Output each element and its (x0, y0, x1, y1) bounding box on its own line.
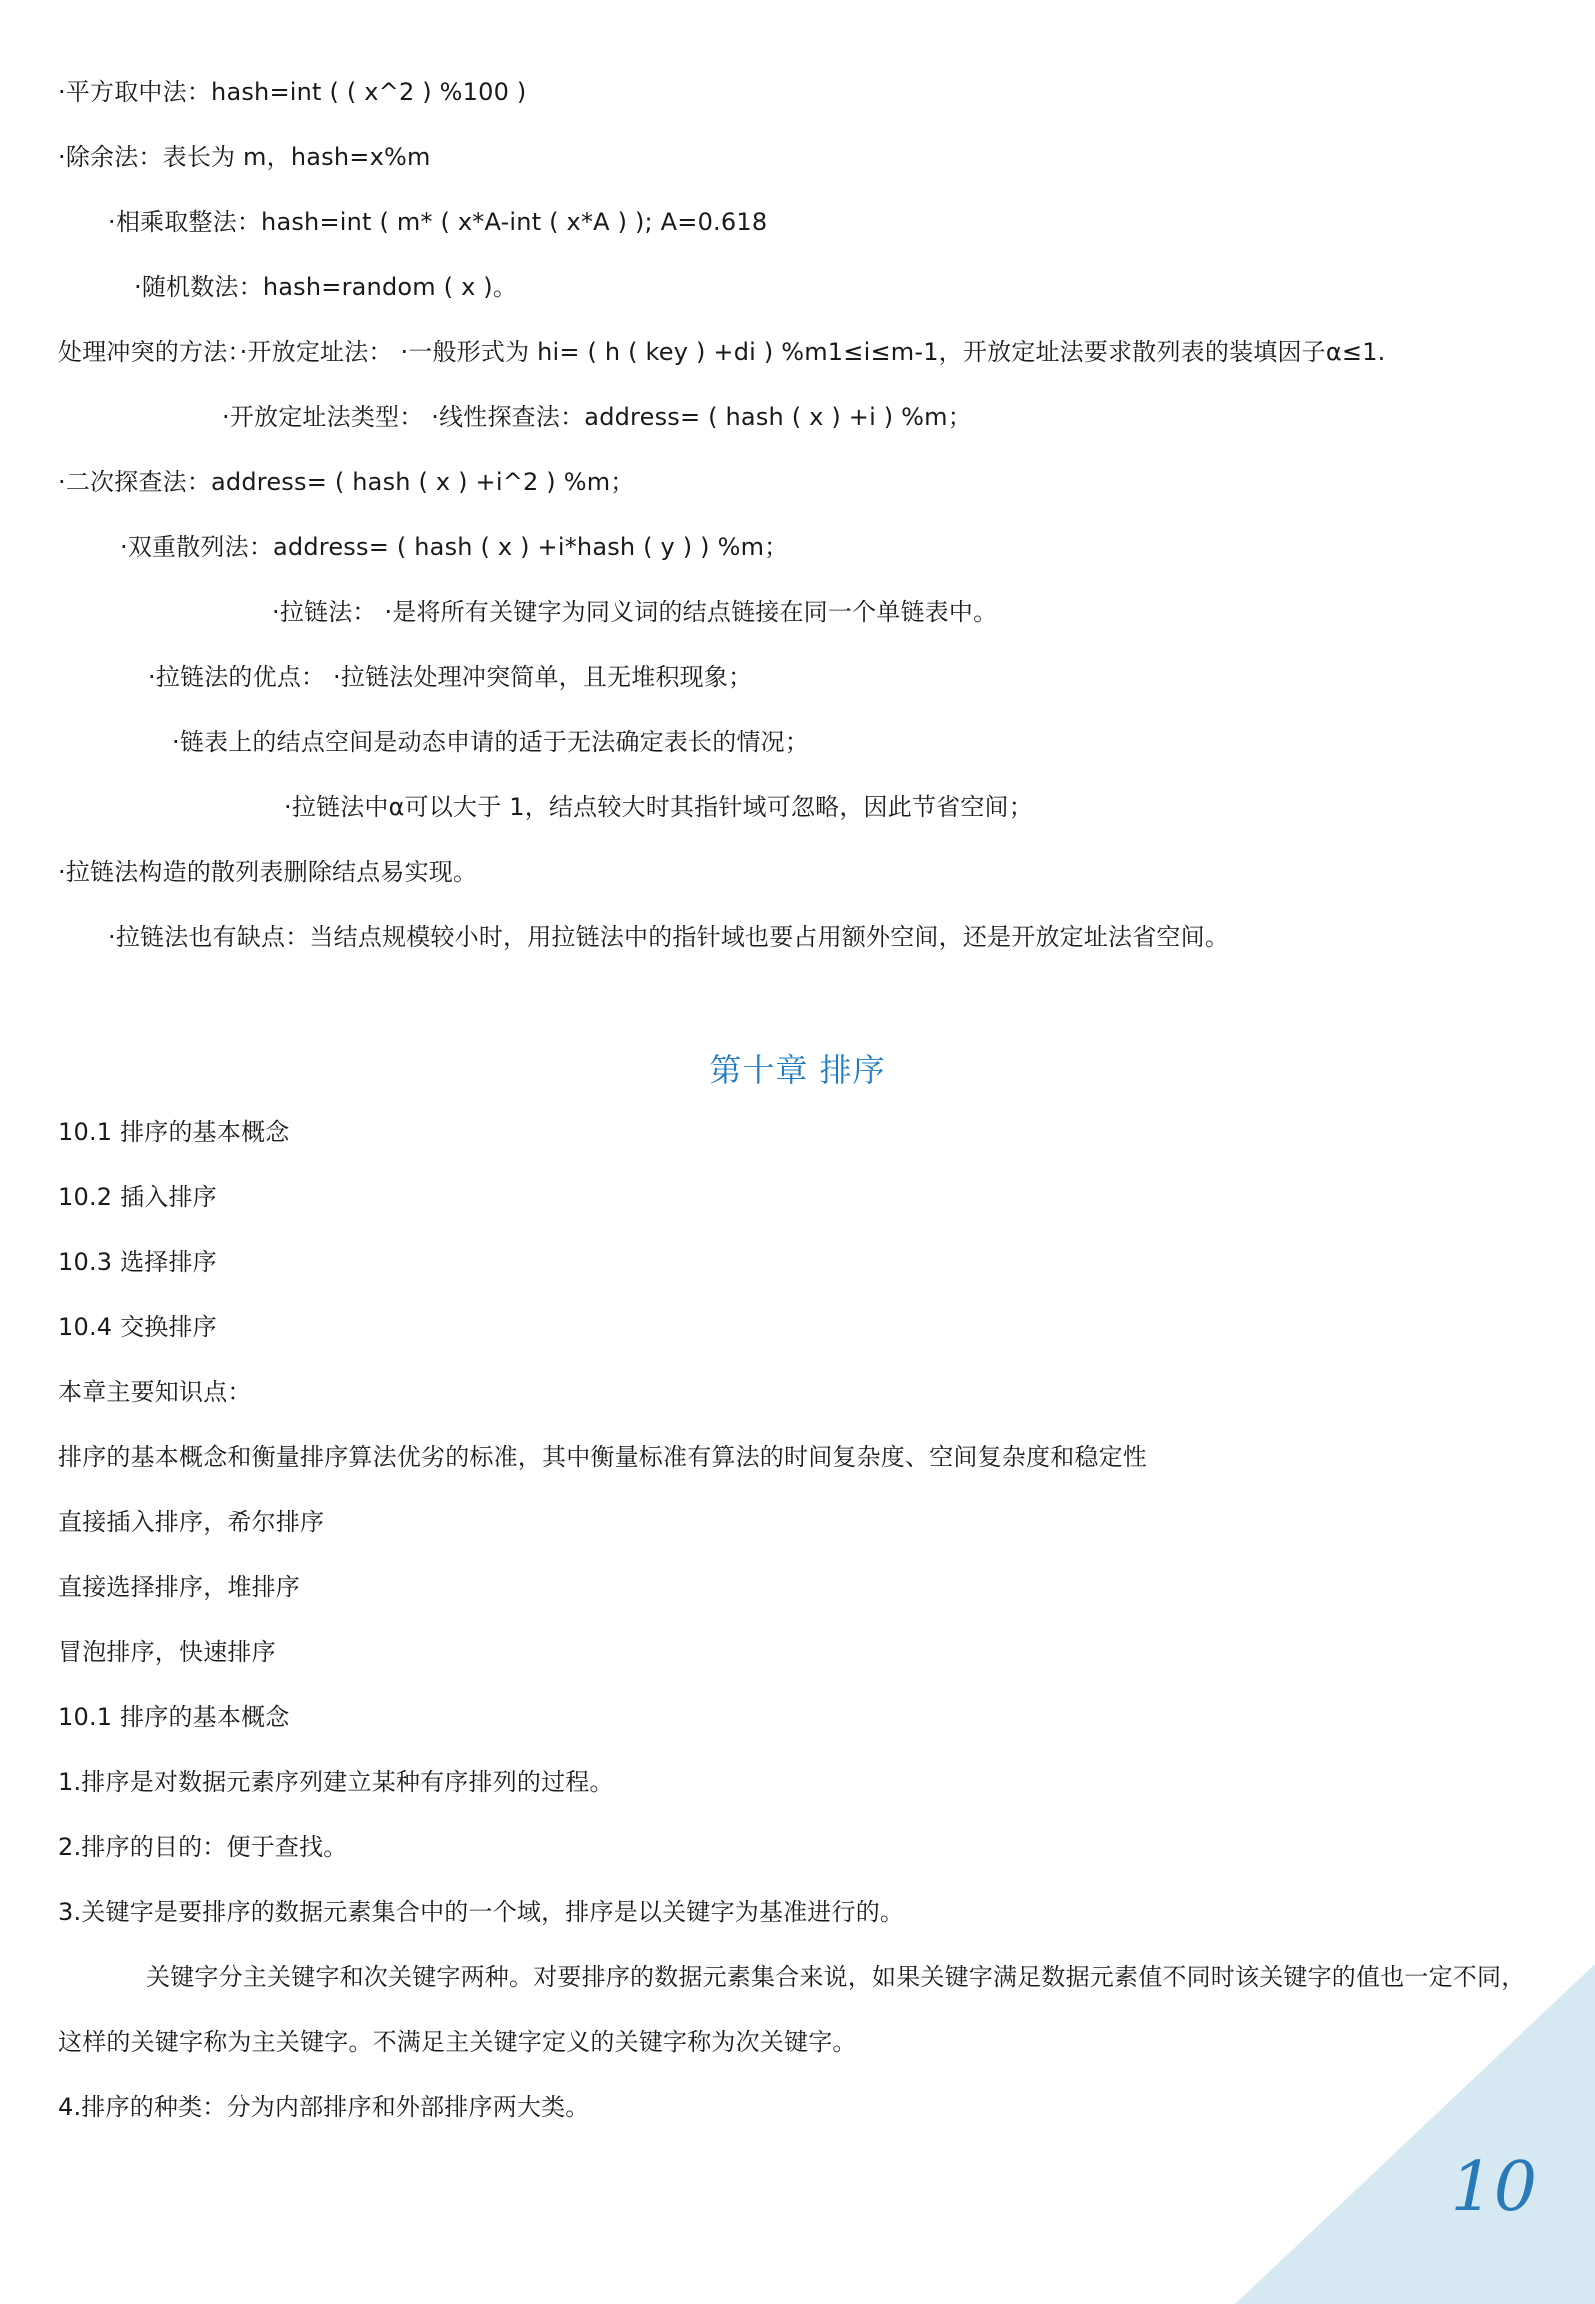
text-line: ·相乘取整法：hash=int ( m* ( x*A-int ( x*A ) ); A=0.618 (108, 208, 768, 236)
text-line: ·拉链法构造的散列表删除结点易实现。 (58, 858, 478, 886)
text-line: ·拉链法： ·是将所有关键字为同义词的结点链接在同一个单链表中。 (272, 598, 998, 626)
page-number: 10 (1450, 2148, 1537, 2227)
text-line: ·双重散列法：address= ( hash ( x ) +i*hash ( y ) ) %m； (120, 533, 789, 561)
text-line: 3.关键字是要排序的数据元素集合中的一个域，排序是以关键字为基准进行的。 (58, 1898, 905, 1926)
text-line: ·拉链法也有缺点：当结点规模较小时，用拉链法中的指针域也要占用额外空间，还是开放定址法省空间。 (108, 923, 1230, 951)
text-line: ·随机数法：hash=random ( x )。 (134, 273, 518, 301)
text-line: 直接插入排序，希尔排序 (58, 1508, 325, 1536)
text-line: 这样的关键字称为主关键字。不满足主关键字定义的关键字称为次关键字。 (58, 2028, 857, 2056)
text-line: ·平方取中法：hash=int ( ( x^2 ) %100 ) (58, 78, 527, 106)
toc-item: 10.3 选择排序 (58, 1248, 217, 1276)
text-line: 2.排序的目的：便于查找。 (58, 1833, 348, 1861)
section-heading: 10.1 排序的基本概念 (58, 1703, 290, 1731)
text-line: ·开放定址法类型： ·线性探查法：address= ( hash ( x ) +i ) %m； (222, 403, 972, 431)
text-line: 1.排序是对数据元素序列建立某种有序排列的过程。 (58, 1768, 614, 1796)
toc-item: 10.4 交换排序 (58, 1313, 217, 1341)
chapter-title: 第十章 排序 (709, 1051, 886, 1089)
toc-item: 10.2 插入排序 (58, 1183, 217, 1211)
text-line: ·链表上的结点空间是动态申请的适于无法确定表长的情况； (172, 728, 810, 756)
text-line: 直接选择排序，堆排序 (58, 1573, 300, 1601)
text-line: 排序的基本概念和衡量排序算法优劣的标准，其中衡量标准有算法的时间复杂度、空间复杂度和稳定性 (58, 1443, 1147, 1471)
section-heading: 本章主要知识点： (58, 1378, 252, 1406)
text-line: 关键字分主关键字和次关键字两种。对要排序的数据元素集合来说，如果关键字满足数据元素值不同时该关键字的值也一定不同， (146, 1963, 1526, 1991)
toc-item: 10.1 排序的基本概念 (58, 1118, 290, 1146)
text-line: ·拉链法的优点： ·拉链法处理冲突简单，且无堆积现象； (148, 663, 753, 691)
text-line: ·二次探查法：address= ( hash ( x ) +i^2 ) %m； (58, 468, 635, 496)
corner-decoration (1235, 1964, 1595, 2304)
text-line: 4.排序的种类：分为内部排序和外部排序两大类。 (58, 2093, 590, 2121)
text-line: 处理冲突的方法：·开放定址法： ·一般形式为 hi= ( h ( key ) +di ) %m1≤i≤m-1，开放定址法要求散列表的装填因子α≤1. (58, 338, 1386, 366)
text-line: ·拉链法中α可以大于 1，结点较大时其指针域可忽略，因此节省空间； (284, 793, 1033, 821)
text-line: 冒泡排序，快速排序 (58, 1638, 276, 1666)
text-line: ·除余法：表长为 m，hash=x%m (58, 143, 431, 171)
